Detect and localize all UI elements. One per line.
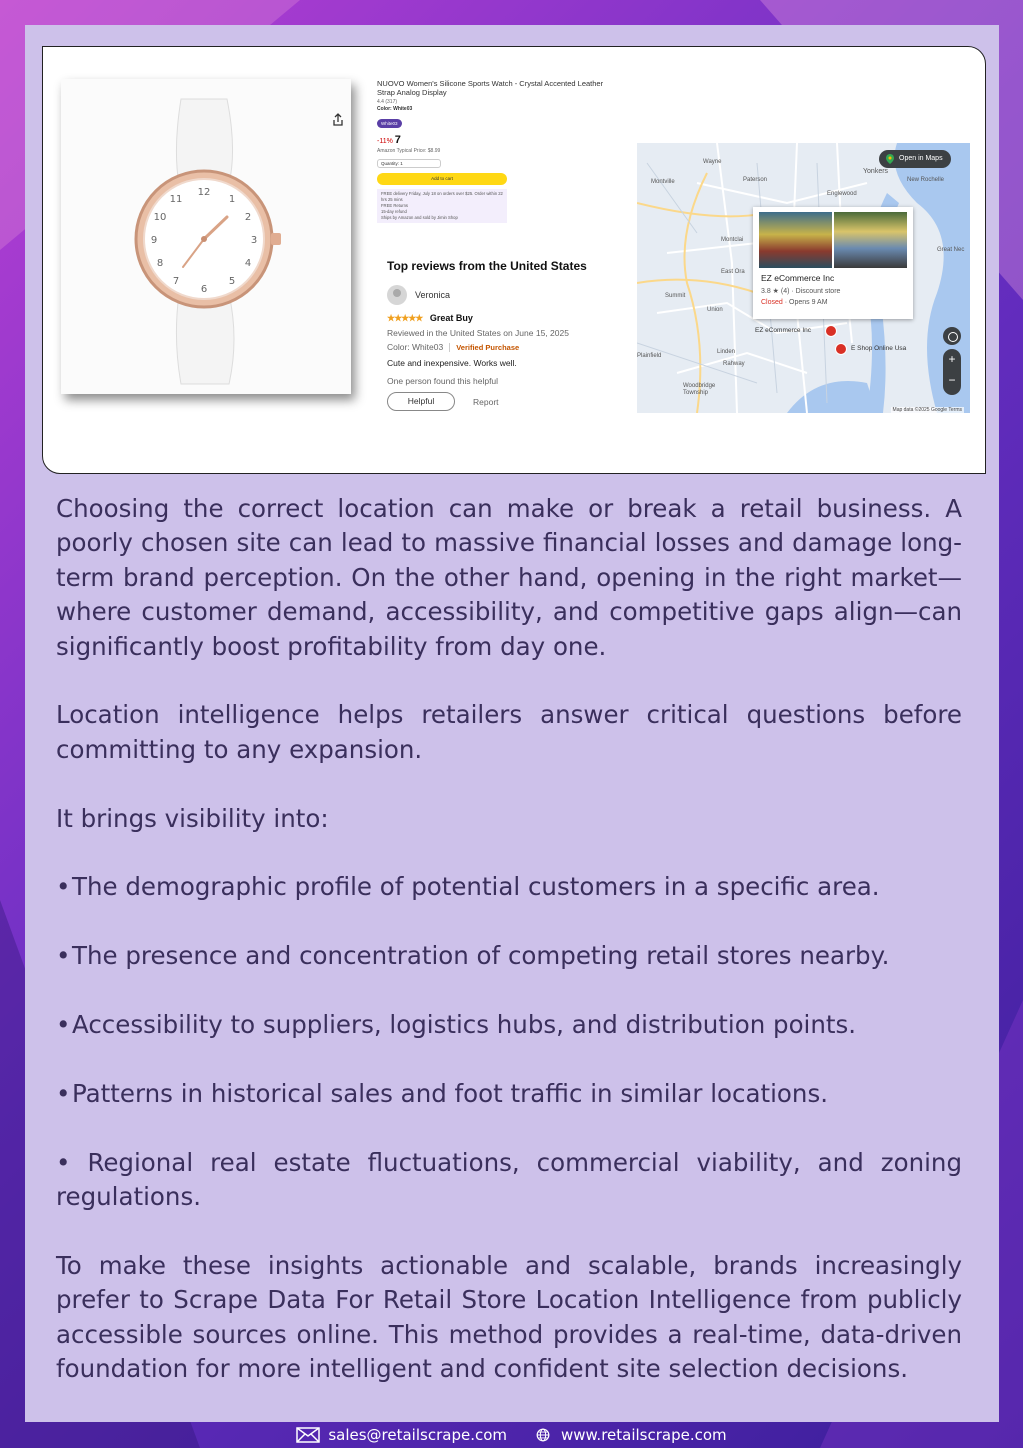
verified-badge: Verified Purchase <box>449 343 519 352</box>
returns-text[interactable]: FREE Returns <box>381 203 408 208</box>
svg-text:7: 7 <box>172 276 180 287</box>
map-label-rahway: Rahway <box>723 361 745 367</box>
map-marker-icon[interactable] <box>835 343 847 355</box>
delivery-text: FREE delivery Friday, July 18 on orders over $25. Order within 22 hrs 25 mins <box>381 191 503 202</box>
map-label-yonkers: Yonkers <box>863 168 889 175</box>
bullet-item: • The presence and concentration of competing retail stores nearby. <box>56 939 962 973</box>
place-photos[interactable] <box>759 212 907 268</box>
svg-text:11: 11 <box>169 194 183 205</box>
paragraph-closing: To make these insights actionable and scalable, brands increasingly prefer to Scrape Data For Retail Store Location Intelligence from publicly accessible sources online. This method provides a real-time, data-driven foundation for more intelligent and confident site selection decisions. <box>56 1250 962 1384</box>
product-rating: 4.4 (317) <box>377 99 398 105</box>
place-popup[interactable] <box>753 207 913 319</box>
add-to-cart-button[interactable]: Add to cart <box>377 173 507 185</box>
price-value: 7 <box>394 134 401 146</box>
review-actions <box>387 392 627 411</box>
place-photo-1[interactable] <box>759 212 832 268</box>
map-label-woodbridge: Woodbridge Township <box>683 383 716 396</box>
review-title[interactable]: Great Buy <box>429 313 473 323</box>
helpful-count: One person found this helpful <box>387 376 499 386</box>
bullet-text: The demographic profile of potential customers in a specific area. <box>72 872 880 902</box>
refund-text: 15-day refund <box>381 209 407 214</box>
review-color: Color: White03 <box>387 342 444 352</box>
svg-text:4: 4 <box>244 258 252 269</box>
map-pin-icon <box>886 154 894 164</box>
map-marker-icon[interactable] <box>825 325 837 337</box>
color-swatch[interactable]: White03 <box>377 119 402 128</box>
product-title[interactable]: NUOVO Women's Silicone Sports Watch - Crystal Accented Leather Strap Analog Display <box>377 79 604 97</box>
hero-image <box>42 46 986 474</box>
bullet-item: • Patterns in historical sales and foot traffic in similar locations. <box>56 1077 962 1111</box>
map-view[interactable] <box>637 143 970 413</box>
reviews-heading: Top reviews from the United States <box>387 259 587 273</box>
place-opens: · Opens 9 AM <box>782 299 828 306</box>
svg-text:10: 10 <box>153 212 167 223</box>
reviewer <box>387 285 627 305</box>
delivery-info <box>377 189 507 223</box>
paragraph-intro: Choosing the correct location can make or break a retail business. A poorly chosen site can lead to massive financial losses and damage long-term brand perception. On the other hand, opening in the right market—where customer demand, accessibility, and competitive gaps align—can significantly boost profitability from day one. <box>56 494 962 661</box>
review-meta <box>387 342 627 352</box>
reviewer-name: Veronica <box>415 290 451 300</box>
map-label-summit: Summit <box>665 293 686 299</box>
zoom-out-icon[interactable]: − <box>948 373 956 387</box>
map-label-eshop[interactable]: E Shop Online Usa <box>851 345 907 352</box>
avatar-icon <box>387 285 407 305</box>
bullet-text: Patterns in historical sales and foot traffic in similar locations. <box>72 1078 829 1108</box>
review-title-row <box>387 313 627 324</box>
svg-text:3: 3 <box>250 235 258 246</box>
email-icon <box>296 1427 320 1443</box>
open-in-maps-label: Open in Maps <box>899 155 943 162</box>
helpful-button[interactable]: Helpful <box>387 392 455 411</box>
map-label-englewood: Englewood <box>827 191 857 197</box>
zoom-control[interactable] <box>943 349 961 395</box>
article-body <box>56 492 962 1386</box>
quantity-select[interactable]: Quantity: 1 <box>377 159 441 168</box>
review-text: Cute and inexpensive. Works well. <box>387 358 517 368</box>
product-price <box>377 134 617 146</box>
zoom-in-icon[interactable]: + <box>948 352 956 366</box>
bullet-text: Accessibility to suppliers, logistics hubs, and distribution points. <box>72 1010 857 1040</box>
discount-label: -11% <box>377 138 393 145</box>
map-label-paterson: Paterson <box>743 177 768 183</box>
svg-text:12: 12 <box>197 187 211 198</box>
star-rating-icon: ★★★★★ <box>387 313 423 323</box>
review-section <box>387 259 627 411</box>
footer <box>0 1422 1023 1448</box>
watch-icon <box>61 79 351 394</box>
bullet-text: The presence and concentration of competing retail stores nearby. <box>72 941 890 971</box>
place-status: Closed <box>761 299 783 306</box>
map-attribution[interactable]: Map data ©2025 Google Terms <box>892 407 962 413</box>
place-photo-2[interactable] <box>834 212 907 268</box>
paragraph-visibility: It brings visibility into: <box>56 803 329 833</box>
share-icon[interactable] <box>331 113 345 127</box>
map-label-great-neck: Great Nec <box>937 247 965 253</box>
price-note: Amazon Typical Price: $8.99 <box>377 148 441 154</box>
svg-text:8: 8 <box>156 258 164 269</box>
place-hours <box>761 299 828 306</box>
place-rating: 3.8 ★ (4) · Discount store <box>761 288 841 295</box>
svg-text:2: 2 <box>244 212 252 223</box>
svg-text:9: 9 <box>150 235 158 246</box>
svg-text:1: 1 <box>228 194 236 205</box>
product-details <box>377 79 617 223</box>
map-label-wayne: Wayne <box>703 159 722 165</box>
report-link[interactable]: Report <box>473 396 499 407</box>
paragraph-location-intelligence: Location intelligence helps retailers answer critical questions before committing to any expansion. <box>56 700 962 764</box>
bullet-item: • The demographic profile of potential customers in a specific area. <box>56 870 962 904</box>
map-label-plainfield: Plainfield <box>637 353 662 359</box>
bullet-item: • Accessibility to suppliers, logistics hubs, and distribution points. <box>56 1008 962 1042</box>
map-label-east-orange: East Ora <box>721 269 745 275</box>
bullet-item: • Regional real estate fluctuations, commercial viability, and zoning regulations. <box>56 1147 962 1212</box>
svg-text:5: 5 <box>228 276 236 287</box>
open-in-maps-button[interactable] <box>879 150 951 168</box>
ships-text: Ships by Amazon and sold by Jimin Shop <box>381 215 458 220</box>
globe-icon <box>533 1427 553 1443</box>
watch-product-image <box>61 79 351 394</box>
map-label-new-rochelle: New Rochelle <box>907 177 945 183</box>
map-label-ez-ecommerce[interactable]: EZ eCommerce Inc <box>755 327 811 334</box>
svg-text:6: 6 <box>200 284 208 295</box>
product-color: Color: White03 <box>377 106 413 112</box>
map-label-union: Union <box>707 307 723 313</box>
footer-email[interactable]: sales@retailscrape.com <box>328 1426 507 1444</box>
review-date: Reviewed in the United States on June 15, 2025 <box>387 328 569 338</box>
map-label-montclair: Montclai <box>721 237 744 243</box>
my-location-icon[interactable] <box>943 327 961 345</box>
footer-website[interactable]: www.retailscrape.com <box>561 1426 727 1444</box>
bullet-text: Regional real estate fluctuations, commercial viability, and zoning regulations. <box>56 1147 962 1212</box>
place-name[interactable]: EZ eCommerce Inc <box>761 273 835 283</box>
map-label-linden: Linden <box>717 349 736 355</box>
map-label-montville: Montville <box>651 179 675 185</box>
